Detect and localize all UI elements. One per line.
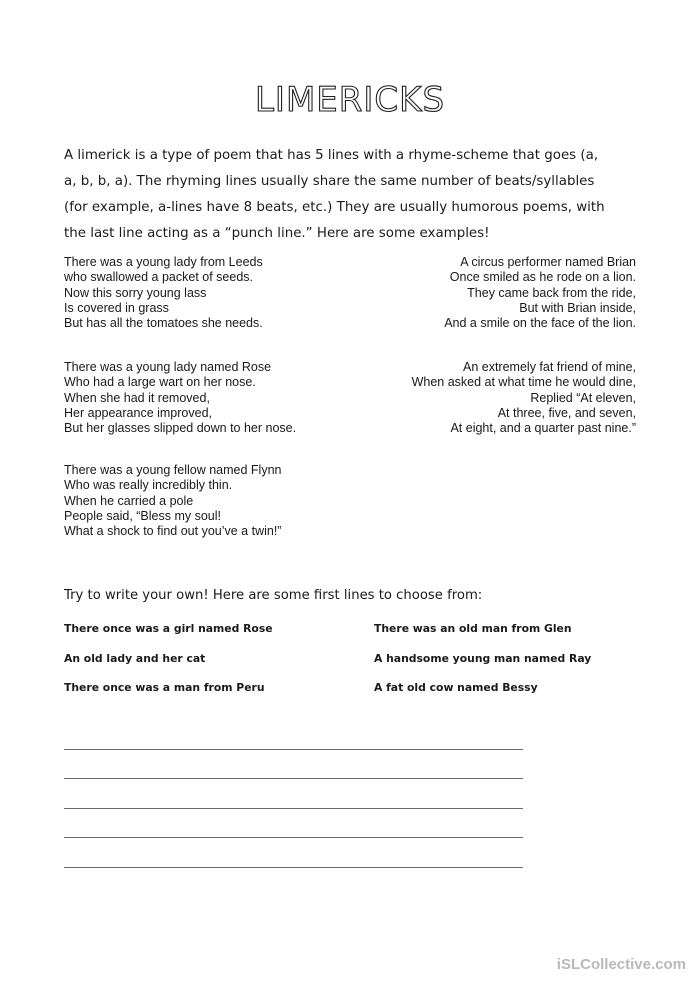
poem-line: Who was really incredibly thin. <box>64 478 233 493</box>
poem-rose <box>64 360 296 436</box>
poem-line: Is covered in grass <box>64 300 169 315</box>
poem-line: When asked at what time he would dine, <box>411 375 636 390</box>
writing-line[interactable] <box>64 867 523 868</box>
writing-line[interactable] <box>64 749 523 750</box>
poem-line: But with Brian inside, <box>519 300 636 315</box>
writing-line[interactable] <box>64 778 523 779</box>
first-line-choice: There was an old man from Glen <box>374 622 572 635</box>
poem-line: Replied “At eleven, <box>530 390 636 405</box>
first-line-choice: There once was a girl named Rose <box>64 622 273 635</box>
first-line-choice: An old lady and her cat <box>64 652 206 665</box>
poem-line: But has all the tomatoes she needs. <box>64 316 263 331</box>
writing-line[interactable] <box>64 837 523 838</box>
poem-leeds <box>64 255 263 331</box>
poem-line: There was a young lady from Leeds <box>64 255 263 269</box>
first-line-choice: A fat old cow named Bessy <box>374 681 538 694</box>
poem-brian <box>444 255 636 331</box>
intro-line: a, b, b, a). The rhyming lines usually share the same number of beats/syllables <box>64 174 595 189</box>
page-title: LIMERICKS <box>254 80 446 120</box>
writing-line[interactable] <box>64 808 523 809</box>
poem-line: At three, five, and seven, <box>497 405 636 420</box>
first-line-choice: There once was a man from Peru <box>64 681 265 694</box>
poem-line: A circus performer named Brian <box>460 255 636 269</box>
poem-line: They came back from the ride, <box>467 285 636 300</box>
poem-line: When he carried a pole <box>64 493 194 508</box>
first-line-choice: A handsome young man named Ray <box>374 652 592 665</box>
poem-line: There was a young fellow named Flynn <box>64 463 282 477</box>
poem-line: An extremely fat friend of mine, <box>463 360 636 374</box>
poem-line: At eight, and a quarter past nine.” <box>450 421 636 436</box>
poem-line: But her glasses slipped down to her nose. <box>64 421 297 436</box>
poem-line: Now this sorry young lass <box>64 285 207 300</box>
exercise-instructions: Try to write your own! Here are some first lines to choose from: <box>64 588 483 603</box>
intro-paragraph <box>64 143 664 247</box>
intro-line: the last line acting as a “punch line.” Here are some examples! <box>64 226 490 241</box>
poem-line: who swallowed a packet of seeds. <box>64 270 253 285</box>
site-watermark: iSLCollective.com <box>556 956 686 973</box>
poem-line: Once smiled as he rode on a lion. <box>449 270 636 285</box>
poem-line: Her appearance improved, <box>64 405 212 420</box>
poem-line: What a shock to find out you’ve a twin!” <box>64 524 282 539</box>
poem-line: People said, “Bless my soul! <box>64 508 222 523</box>
poem-flynn <box>64 463 281 539</box>
poem-line: Who had a large wart on her nose. <box>64 375 256 390</box>
intro-line: (for example, a-lines have 8 beats, etc.) They are usually humorous poems, with <box>64 200 605 215</box>
poem-line: There was a young lady named Rose <box>64 360 272 374</box>
intro-line: A limerick is a type of poem that has 5 lines with a rhyme-scheme that goes (a, <box>64 148 599 163</box>
poem-fat-friend <box>412 360 636 436</box>
poem-line: When she had it removed, <box>64 390 210 405</box>
poem-line: And a smile on the face of the lion. <box>444 316 636 331</box>
